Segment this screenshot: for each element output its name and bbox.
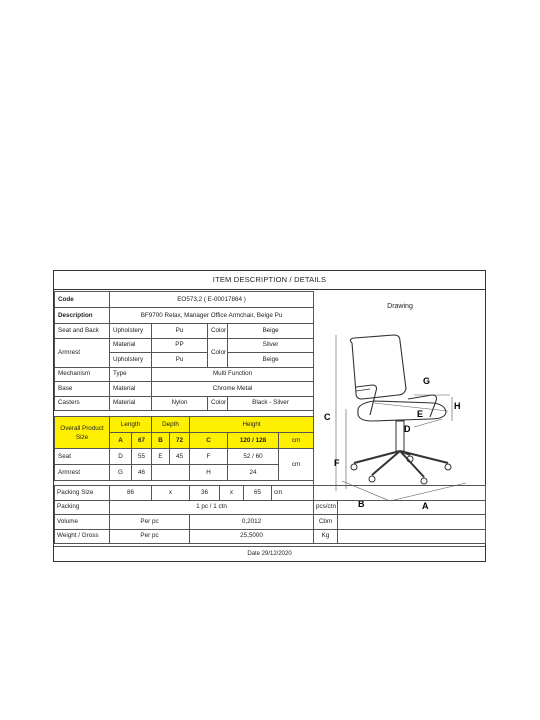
base-row [55,382,314,397]
g-letter: G [110,465,132,481]
h-value: 24 [228,465,279,481]
description-row [55,308,314,324]
packing-size-empty [314,486,338,501]
code-label: Code [55,292,110,308]
armrest-label: Armrest [55,338,110,367]
d-value: 55 [132,449,152,465]
e-letter: E [152,449,170,465]
weight-unit: Kg [314,529,338,544]
spec-table [54,291,314,481]
empty-cell [152,465,190,481]
packing-size-v2: 36 [190,486,220,501]
armrest-color-value-2: Beige [228,353,314,368]
a-value: 67 [132,433,152,449]
seat-armrest-unit: cm [279,449,314,481]
volume-value: 0,2012 [190,515,314,530]
chair-drawing [314,291,486,513]
volume-per: Per pc [110,515,190,530]
packing-size-v1: 86 [110,486,152,501]
overall-size-unit: cm [279,433,314,449]
dim-label-e: E [417,409,424,419]
a-letter: A [110,433,132,449]
e-value: 45 [170,449,190,465]
weight-per: Per pc [110,529,190,544]
seat-and-back-label: Seat and Back [55,324,110,339]
code-value: EO573,2 ( E-00017864 ) [110,292,314,308]
casters-material-value: Nylon [152,396,208,411]
casters-color-label: Color [208,396,228,411]
packing-size-spacer [338,486,486,501]
volume-spacer [338,515,486,530]
base-label: Base [55,382,110,397]
packing-size-x1: x [152,486,190,501]
packing-size-x2: x [220,486,244,501]
seat-dims-row [55,449,314,465]
mechanism-row [55,367,314,382]
packing-spacer [338,500,486,515]
packing-size-v3: 65 [244,486,272,501]
weight-row [55,529,486,544]
volume-row [55,515,486,530]
casters-row [55,396,314,411]
overall-size-label: Overall Product Size [55,417,110,449]
casters-label: Casters [55,396,110,411]
dim-label-a: A [422,501,429,511]
packing-label: Packing [55,500,110,515]
height-label: Height [190,417,314,433]
overall-size-row-1 [55,417,314,433]
mechanism-type-value: Multi Function [152,367,314,382]
sheet-title: ITEM DESCRIPTION / DETAILS [54,271,485,290]
f-value: 52 / 60 [228,449,279,465]
armrest-material-value: PP [152,338,208,353]
length-label: Length [110,417,152,433]
d-letter: D [110,449,132,465]
packing-value: 1 pc / 1 ctn [110,500,314,515]
seat-and-back-upholstery-value: Pu [152,324,208,339]
weight-label: Weight / Gross [55,529,110,544]
drawing-title: Drawing [387,303,413,310]
packing-size-unit: cm [272,486,314,501]
armrest-upholstery-label: Upholstery [110,353,152,368]
h-letter: H [190,465,228,481]
weight-spacer [338,529,486,544]
packing-row [55,500,486,515]
b-value: 72 [170,433,190,449]
base-material-label: Material [110,382,152,397]
b-letter: B [152,433,170,449]
f-letter: F [190,449,228,465]
dim-label-f: F [334,458,340,468]
packing-size-row [55,486,486,501]
packing-unit: pcs/ctn [314,500,338,515]
volume-label: Volume [55,515,110,530]
weight-value: 25,5000 [190,529,314,544]
seat-and-back-color-label: Color [208,324,228,339]
c-value: 120 / 128 [228,433,279,449]
mechanism-label: Mechanism [55,367,110,382]
dim-label-b: B [358,499,365,509]
depth-label: Depth [152,417,190,433]
armrest-upholstery-value: Pu [152,353,208,368]
c-letter: C [190,433,228,449]
casters-material-label: Material [110,396,152,411]
date-footer: Date 29/12/2020 [54,546,485,562]
armrest-color-value-1: Silver [228,338,314,353]
armrest-dims-row [55,465,314,481]
drawing-panel [313,291,486,513]
spec-sheet [53,270,486,562]
armrest-material-label: Material [110,338,152,353]
armrest-color-label: Color [208,338,228,367]
armrest-row-1 [55,338,314,353]
base-material-value: Chrome Metal [152,382,314,397]
dim-label-h: H [454,401,461,411]
seat-and-back-upholstery-label: Upholstery [110,324,152,339]
code-row [55,292,314,308]
packing-section [54,488,485,544]
seat-and-back-row [55,324,314,339]
dim-label-c: C [324,412,331,422]
volume-unit: Cbm [314,515,338,530]
seat-and-back-color-value: Beige [228,324,314,339]
armrest-dims-label: Armrest [55,465,110,481]
mechanism-type-label: Type [110,367,152,382]
g-value: 46 [132,465,152,481]
description-value: BF9700 Relax, Manager Office Armchair, Beige Pu [110,308,314,324]
packing-table [54,485,486,544]
casters-color-value: Black - Silver [228,396,314,411]
dim-label-g: G [423,376,431,386]
seat-label: Seat [55,449,110,465]
description-label: Description [55,308,110,324]
packing-size-label: Packing Size [55,486,110,501]
dim-label-d: D [404,424,411,434]
